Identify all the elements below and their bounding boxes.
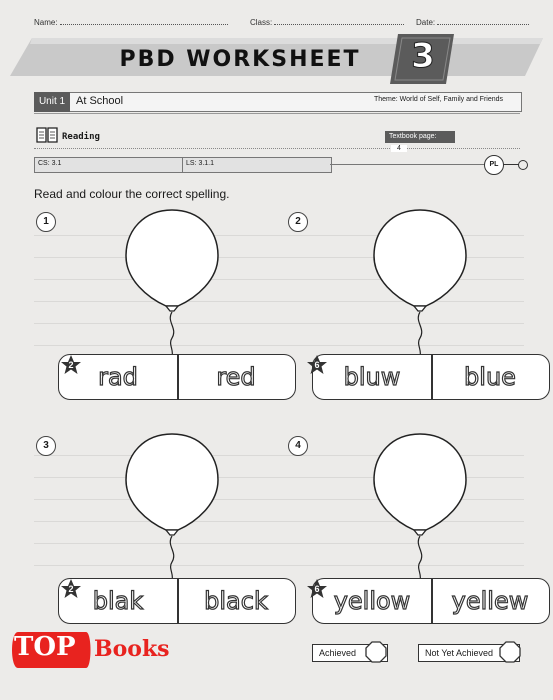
achieved-checkbox[interactable] <box>365 641 387 663</box>
class-line[interactable] <box>274 24 404 25</box>
date-field[interactable] <box>416 18 529 27</box>
word-option-b[interactable]: black <box>204 587 268 615</box>
divider <box>503 164 519 165</box>
divider <box>34 113 520 114</box>
word-option-a[interactable]: rad <box>98 363 138 391</box>
content-standard: CS: 3.1 <box>38 160 62 167</box>
balloon-outline-1[interactable] <box>124 208 220 356</box>
divider <box>182 157 183 173</box>
balloon-outline-2[interactable] <box>372 208 468 356</box>
star-score: 6 <box>314 360 320 370</box>
balloon-outline-3[interactable] <box>124 432 220 580</box>
word-option-a[interactable]: blak <box>92 587 144 615</box>
star-score-badge <box>306 578 328 600</box>
star-score-badge <box>60 354 82 376</box>
name-label: Name: <box>34 18 58 27</box>
standards-bar <box>34 157 332 173</box>
class-field[interactable] <box>250 18 404 27</box>
unit-tag: Unit 1 <box>34 92 70 112</box>
instruction-text: Read and colour the correct spelling. <box>34 187 230 201</box>
divider <box>330 164 486 165</box>
name-field[interactable] <box>34 18 228 27</box>
word-option-b[interactable]: yellew <box>451 587 529 615</box>
unit-theme: Theme: World of Self, Family and Friends <box>374 96 504 103</box>
pl-badge: PL <box>484 155 504 175</box>
question-number: 4 <box>288 436 308 456</box>
not-yet-label: Not Yet Achieved <box>425 648 494 658</box>
unit-title: At School <box>76 95 124 107</box>
textbook-page-tag <box>385 131 455 152</box>
star-score-badge <box>306 354 328 376</box>
pl-endpoint <box>518 160 528 170</box>
date-label: Date: <box>416 18 436 27</box>
word-choice-box-2 <box>312 354 550 400</box>
textbook-label: Textbook page: <box>389 133 437 140</box>
logo-top-text: TOP <box>14 632 76 662</box>
achieved-label: Achieved <box>319 648 357 658</box>
star-score-badge <box>60 578 82 600</box>
learning-standard: LS: 3.1.1 <box>186 160 215 167</box>
worksheet-number: 3 <box>411 36 435 76</box>
word-choice-box-4 <box>312 578 550 624</box>
balloon-outline-4[interactable] <box>372 432 468 580</box>
textbook-page: 4 <box>391 145 407 152</box>
divider <box>34 148 520 150</box>
question-number: 1 <box>36 212 56 232</box>
worksheet-title: PBD WORKSHEET <box>119 47 361 72</box>
word-option-b[interactable]: blue <box>464 363 516 391</box>
question-number: 2 <box>288 212 308 232</box>
book-icon <box>36 126 58 144</box>
name-line[interactable] <box>60 24 228 25</box>
skill-label: Reading <box>62 132 100 142</box>
word-option-a[interactable]: yellow <box>333 587 411 615</box>
not-yet-checkbox[interactable] <box>499 641 521 663</box>
star-score: 2 <box>68 360 74 370</box>
class-label: Class: <box>250 18 273 27</box>
logo-books-text: Books <box>94 636 170 662</box>
word-option-a[interactable]: bluw <box>343 363 401 391</box>
date-line[interactable] <box>437 24 529 25</box>
star-score: 2 <box>68 584 74 594</box>
star-score: 6 <box>314 584 320 594</box>
question-number: 3 <box>36 436 56 456</box>
word-option-b[interactable]: red <box>216 363 256 391</box>
word-choice-box-1 <box>58 354 296 400</box>
word-choice-box-3 <box>58 578 296 624</box>
